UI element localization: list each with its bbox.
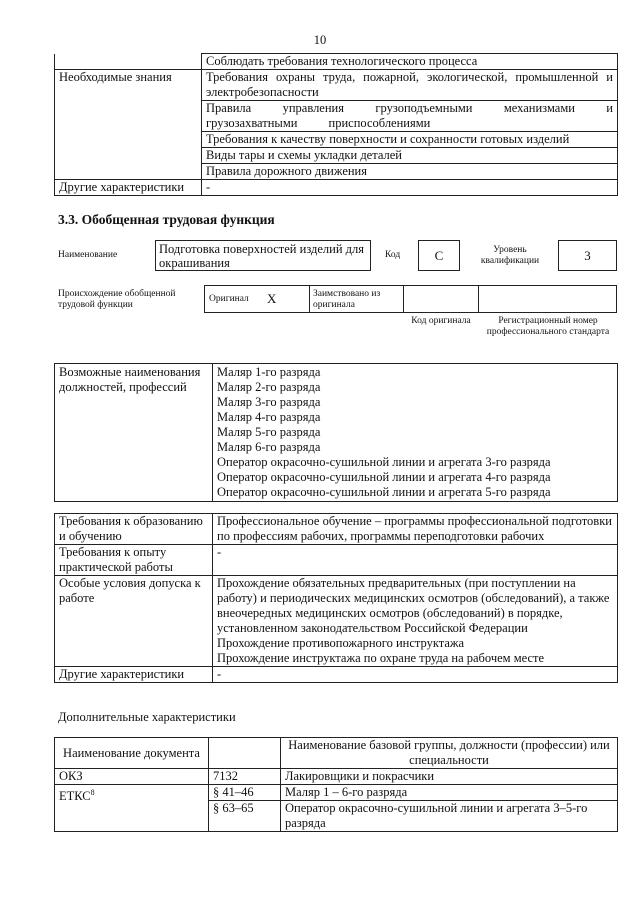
extra-heading: Дополнительные характеристики — [58, 710, 236, 724]
footnote-mark: 8 — [90, 788, 95, 797]
row-value: Правила управления грузоподъемными механизмами и грузозахватными приспособлениями — [202, 101, 618, 132]
borrowed-label: Заимствовано из оригинала — [313, 289, 381, 310]
head-code — [209, 738, 281, 769]
requirements-table — [54, 513, 618, 683]
position-item: Оператор окрасочно-сушильной линии и агрегата 4-го разряда — [217, 470, 551, 484]
table-row — [55, 54, 618, 70]
req-value: Прохождение противопожарного инструктажа — [217, 636, 465, 650]
row-value: Правила дорожного движения — [202, 164, 618, 180]
origin-label: Происхождение обобщенной трудовой функции — [58, 289, 176, 310]
position-item: Маляр 2-го разряда — [217, 380, 321, 394]
req-label: Другие характеристики — [55, 667, 213, 683]
position-item: Оператор окрасочно-сушильной линии и агрегата 5-го разряда — [217, 485, 551, 499]
row-value: Требования к качеству поверхности и сохранности готовых изделий — [202, 132, 618, 148]
name-cell: Оператор окрасочно-сушильной линии и агрегата 3–5-го разряда — [281, 801, 618, 832]
table-row — [55, 667, 618, 683]
row-value: - — [202, 180, 618, 196]
row-value: Соблюдать требования технологического процесса — [202, 54, 618, 70]
level-label: Уровень квалификации — [480, 245, 540, 266]
head-name: Наименование базовой группы, должности (профессии) или специальности — [281, 738, 618, 769]
req-value: Прохождение инструктажа по охране труда на рабочем месте — [217, 651, 545, 665]
skills-table — [54, 53, 618, 196]
name-value-box — [155, 240, 371, 271]
level-value: 3 — [584, 248, 591, 263]
req-value: - — [213, 667, 618, 683]
table-row — [55, 769, 618, 785]
position-item: Маляр 3-го разряда — [217, 395, 321, 409]
code-value: C — [434, 248, 444, 263]
origin-code-box — [403, 285, 479, 313]
position-item: Маляр 4-го разряда — [217, 410, 321, 424]
row-label: Другие характеристики — [55, 180, 202, 196]
table-row — [55, 70, 618, 101]
row-label: Необходимые знания — [55, 70, 202, 180]
extra-table — [54, 737, 618, 832]
table-row — [55, 785, 618, 801]
position-item: Оператор окрасочно-сушильной линии и агрегата 3-го разряда — [217, 455, 551, 469]
name-cell: Маляр 1 – 6-го разряда — [281, 785, 618, 801]
section-heading: 3.3. Обобщенная трудовая функция — [58, 212, 275, 227]
name-label: Наименование — [58, 250, 118, 260]
position-item: Маляр 5-го разряда — [217, 425, 321, 439]
req-value: Прохождение обязательных предварительных (при поступлении на работу) и периодических медицинских осмотров (обследований), а также внеочередных медицинских осмотров (обследований) в порядке, установленном законодательством Российской Федерации — [217, 576, 610, 635]
origin-reg-box — [478, 285, 617, 313]
code-value-box — [418, 240, 460, 271]
table-row — [55, 364, 618, 502]
doc-cell: ОКЗ — [55, 769, 209, 785]
row-value: Виды тары и схемы укладки деталей — [202, 148, 618, 164]
positions-label: Возможные наименования должностей, профессий — [55, 364, 213, 502]
code-caption: Код оригинала — [411, 316, 471, 326]
name-cell: Лакировщики и покрасчики — [281, 769, 618, 785]
req-value: - — [213, 545, 618, 576]
code-cell: § 63–65 — [209, 801, 281, 832]
position-item: Маляр 1-го разряда — [217, 365, 321, 379]
name-value: Подготовка поверхностей изделий для окрашивания — [159, 242, 365, 270]
table-row — [55, 514, 618, 545]
reg-caption: Регистрационный номер профессионального стандарта — [486, 316, 610, 337]
level-value-box — [558, 240, 617, 271]
row-label — [55, 54, 202, 70]
doc-text: ЕТКС — [59, 789, 91, 804]
table-row — [55, 738, 618, 769]
req-value: Профессиональное обучение – программы профессиональной подготовки по профессиям рабочих, программы переподготовки рабочих — [213, 514, 618, 545]
origin-original-box — [204, 285, 310, 313]
original-mark: X — [267, 291, 277, 306]
code-label: Код — [385, 250, 401, 260]
table-row — [55, 545, 618, 576]
req-label: Требования к образованию и обучению — [55, 514, 213, 545]
origin-borrowed-box — [309, 285, 404, 313]
table-row — [55, 576, 618, 667]
req-label: Особые условия допуска к работе — [55, 576, 213, 667]
positions-table — [54, 363, 618, 502]
req-label: Требования к опыту практической работы — [55, 545, 213, 576]
code-cell: 7132 — [209, 769, 281, 785]
code-cell: § 41–46 — [209, 785, 281, 801]
original-label: Оригинал — [209, 294, 249, 304]
page-number: 10 — [313, 33, 327, 47]
doc-cell — [55, 785, 209, 832]
head-doc: Наименование документа — [55, 738, 209, 769]
position-item: Маляр 6-го разряда — [217, 440, 321, 454]
table-row — [55, 180, 618, 196]
row-value: Требования охраны труда, пожарной, экологической, промышленной и электробезопасности — [202, 70, 618, 101]
